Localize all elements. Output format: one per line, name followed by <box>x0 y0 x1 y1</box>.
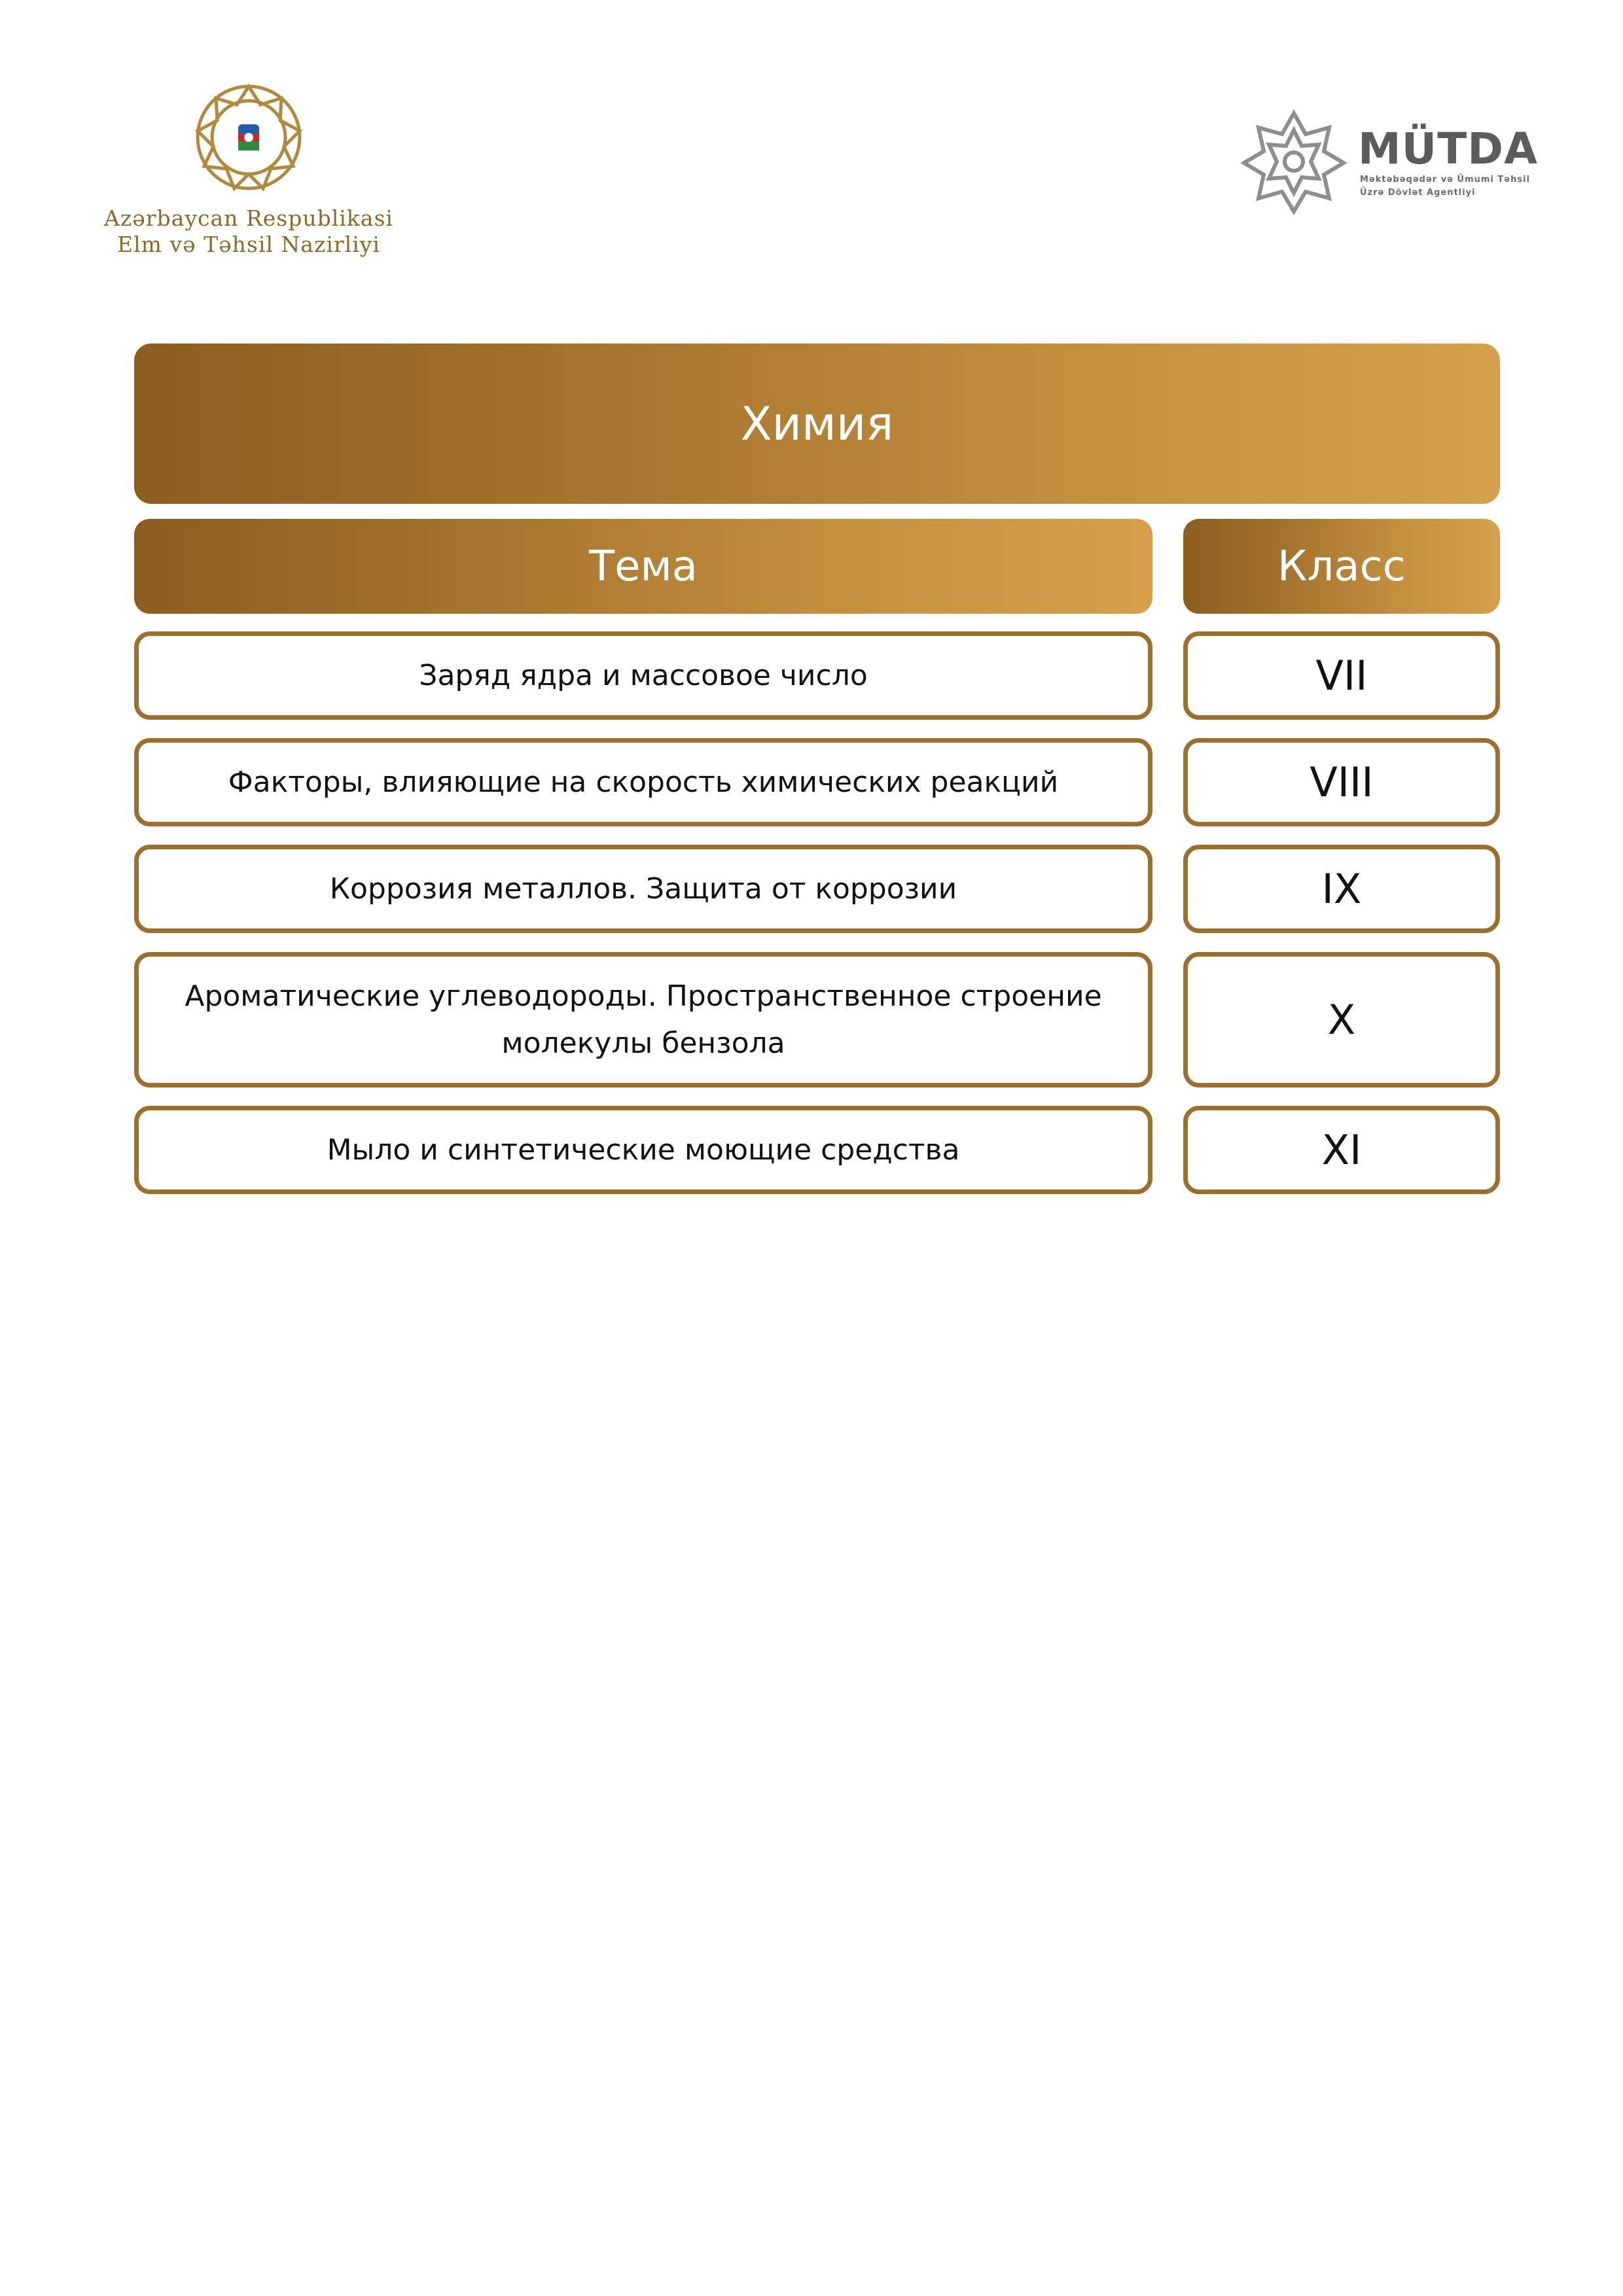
ministry-name-line2: Elm və Təhsil Nazirliyi <box>117 232 380 257</box>
agency-tagline-1: Məktəbəqədər və Ümumi Təhsil <box>1360 175 1531 185</box>
table-row-grade: X <box>1183 952 1500 1087</box>
ministry-name-line1: Azərbaycan Respublikasi <box>104 205 393 231</box>
table-row-grade: XI <box>1183 1106 1500 1194</box>
ministry-logo <box>79 79 419 262</box>
table-row-grade: IX <box>1183 845 1500 933</box>
table-row-topic: Заряд ядра и массовое число <box>134 631 1152 720</box>
table-row-topic: Мыло и синтетические моющие средства <box>134 1106 1152 1194</box>
table-row-topic: Факторы, влияющие на скорость химических реакций <box>134 738 1152 826</box>
agency-logo <box>1240 108 1554 226</box>
column-header-topic: Тема <box>134 519 1152 614</box>
subject-title: Химия <box>134 344 1500 504</box>
table-row-grade: VIII <box>1183 738 1500 826</box>
table-row-topic: Коррозия металлов. Защита от коррозии <box>134 845 1152 933</box>
table-row-grade: VII <box>1183 631 1500 720</box>
table-row-topic: Ароматические углеводороды. Пространственное строение молекулы бензола <box>134 952 1152 1087</box>
column-header-class: Класс <box>1183 519 1500 614</box>
mutda-emblem-icon <box>1240 108 1348 216</box>
emblem-icon <box>190 79 308 196</box>
agency-name: MÜTDA <box>1358 124 1539 174</box>
agency-tagline-2: Üzrə Dövlət Agentliyi <box>1360 188 1476 198</box>
